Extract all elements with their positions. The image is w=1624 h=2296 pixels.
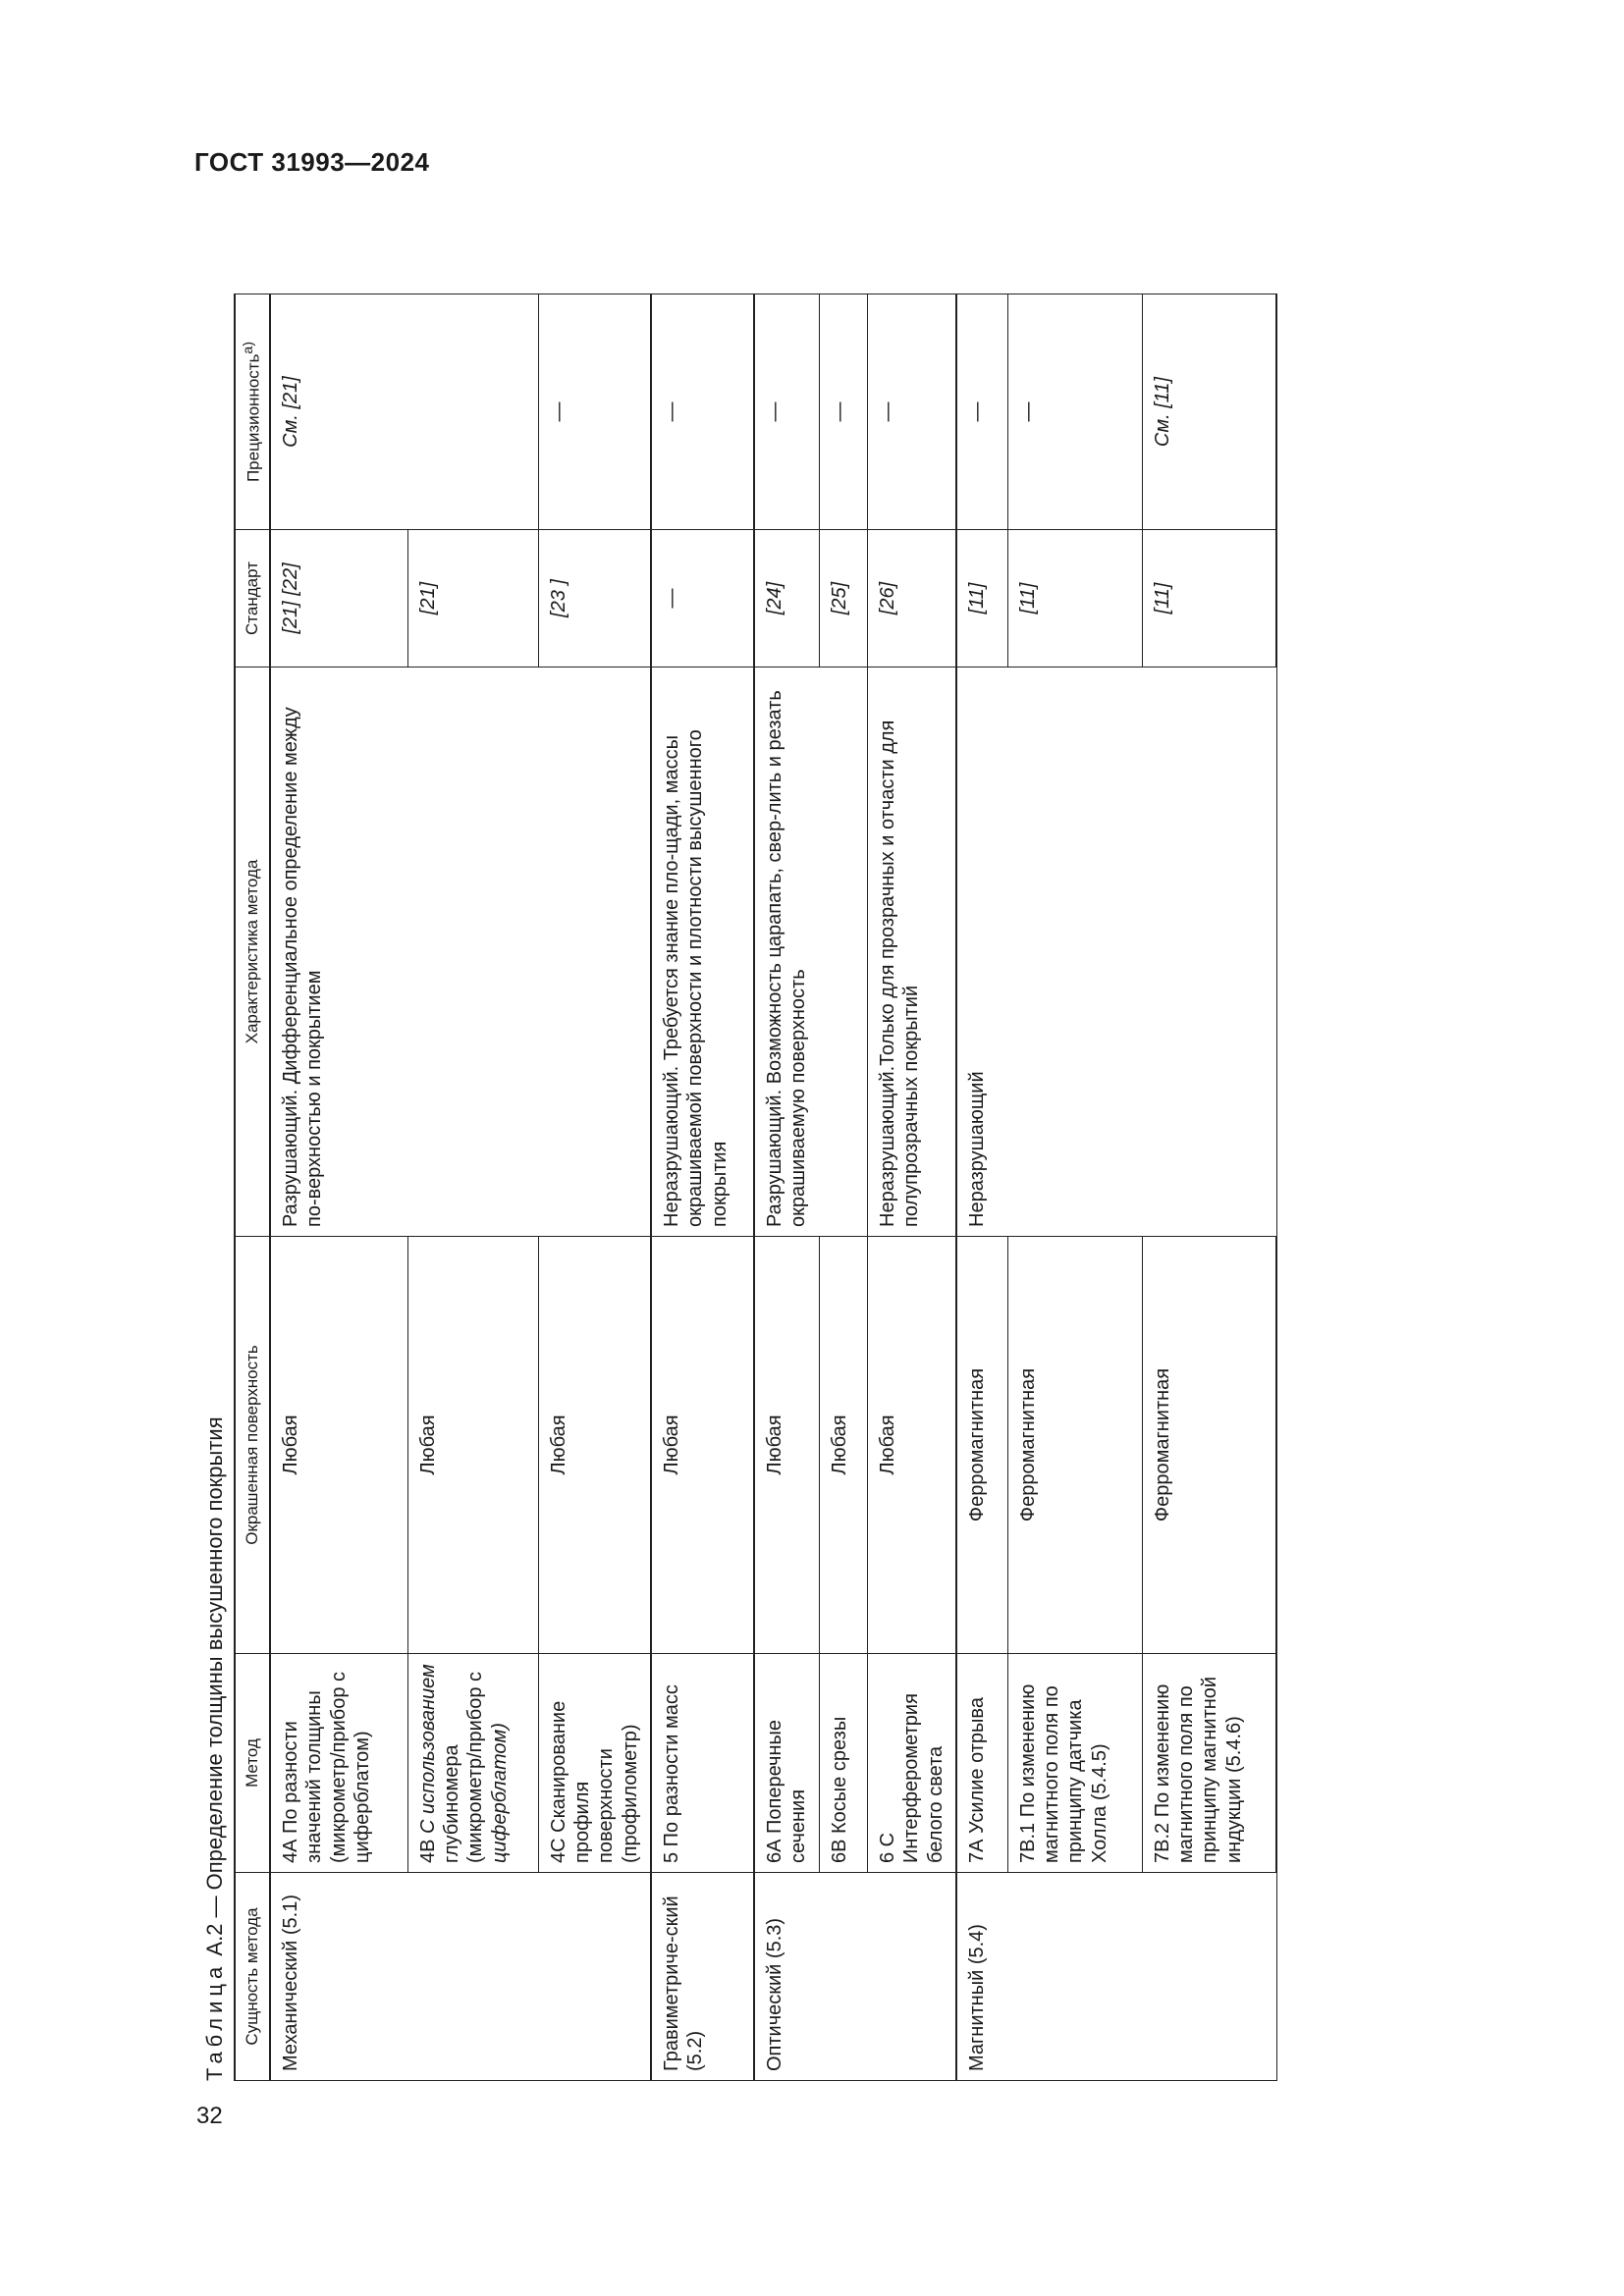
cell-surface: Любая	[538, 1237, 651, 1654]
table-row	[754, 294, 819, 2081]
cell-method: 4А По разности значений толщины (микрометр/прибор с циферблатом)	[270, 1654, 407, 1873]
cell-method: 7В.1 По изменению магнитного поля по принципу датчика Холла (5.4.5)	[1007, 1654, 1142, 1873]
column-header-standard: Стандарт	[235, 530, 270, 667]
cell-precision: —	[651, 294, 754, 530]
cell-characteristic: Неразрушающий	[956, 667, 1276, 1237]
cell-essence-magnetic: Магнитный (5.4)	[956, 1873, 1276, 2081]
precision-footnote-mark: a)	[240, 341, 256, 354]
cell-precision: См. [21]	[270, 294, 538, 530]
cell-precision: —	[1007, 294, 1142, 530]
cell-surface: Ферромагнитная	[1007, 1237, 1142, 1654]
cell-standard: [21]	[407, 530, 538, 667]
cell-method	[407, 1654, 538, 1873]
cell-surface: Любая	[754, 1237, 819, 1654]
column-header-precision	[235, 294, 270, 530]
cell-standard: [26]	[867, 530, 956, 667]
cell-surface: Ферромагнитная	[1142, 1237, 1276, 1654]
column-header-essence: Сущность метода	[235, 1873, 270, 2081]
cell-standard: —	[651, 530, 754, 667]
cell-method: 7В.2 По изменению магнитного поля по принципу магнитной индукции (5.4.6)	[1142, 1654, 1276, 1873]
cell-essence-gravimetric: Гравиметриче-ский (5.2)	[651, 1873, 754, 2081]
table-caption-text: А.2 — Определение толщины высушенного покрытия	[202, 1416, 227, 1956]
cell-standard: [21] [22]	[270, 530, 407, 667]
cell-precision: —	[819, 294, 867, 530]
cell-standard: [11]	[956, 530, 1007, 667]
method-text-italic: С использованием	[416, 1664, 439, 1834]
cell-standard: [24]	[754, 530, 819, 667]
cell-precision: —	[754, 294, 819, 530]
column-header-precision-label: Прецизионность	[244, 353, 263, 483]
cell-characteristic: Неразрушающий. Требуется знание пло-щади, массы окрашиваемой поверхности и плотности высушенного покрытия	[651, 667, 754, 1237]
cell-characteristic: Разрушающий. Дифференциальное определение между по-верхностью и покрытием	[270, 667, 651, 1237]
cell-surface: Любая	[270, 1237, 407, 1654]
cell-method: 4С Сканирование профиля поверхности (профилометр)	[538, 1654, 651, 1873]
cell-standard: [11]	[1007, 530, 1142, 667]
cell-surface: Любая	[819, 1237, 867, 1654]
method-text: глубиномера (микрометр/прибор с	[440, 1671, 487, 1863]
cell-surface: Ферромагнитная	[956, 1237, 1007, 1654]
cell-surface: Любая	[407, 1237, 538, 1654]
cell-method: 7А Усилие отрыва	[956, 1654, 1007, 1873]
cell-precision: —	[538, 294, 651, 530]
document-id: ГОСТ 31993—2024	[194, 147, 430, 177]
table-caption	[196, 1416, 234, 2081]
column-header-surface: Окрашенная поверхность	[235, 1237, 270, 1654]
cell-method: 6 С Интерферометрия белого света	[867, 1654, 956, 1873]
cell-essence-mechanical: Механический (5.1)	[270, 1873, 651, 2081]
cell-surface: Любая	[867, 1237, 956, 1654]
table-header-row	[235, 294, 270, 2081]
table-row	[867, 294, 956, 2081]
thickness-methods-table	[234, 294, 1277, 2081]
column-header-method: Метод	[235, 1654, 270, 1873]
cell-precision: —	[956, 294, 1007, 530]
column-header-characteristic: Характеристика метода	[235, 667, 270, 1237]
cell-standard: [23 ]	[538, 530, 651, 667]
table-row	[270, 294, 407, 2081]
cell-precision: См. [11]	[1142, 294, 1276, 530]
cell-standard: [25]	[819, 530, 867, 667]
cell-surface: Любая	[651, 1237, 754, 1654]
cell-characteristic: Неразрушающий.Только для прозрачных и отчасти для полупрозрачных покрытий	[867, 667, 956, 1237]
rotated-table-frame	[196, 294, 1247, 2081]
table-row	[651, 294, 754, 2081]
cell-method: 6В Косые срезы	[819, 1654, 867, 1873]
cell-characteristic: Разрушающий. Возможность царапать, свер-лить и резать окрашиваемую поверхность	[754, 667, 867, 1237]
table-row	[956, 294, 1007, 2081]
method-code: 4В	[416, 1839, 439, 1863]
cell-standard: [11]	[1142, 530, 1276, 667]
cell-essence-optical: Оптический (5.3)	[754, 1873, 956, 2081]
method-text-italic: циферблатом)	[488, 1723, 511, 1863]
cell-precision: —	[867, 294, 956, 530]
cell-method: 5 По разности масс	[651, 1654, 754, 1873]
cell-method: 6А Поперечные сечения	[754, 1654, 819, 1873]
table-caption-prefix: Таблица	[202, 1961, 227, 2081]
page-number: 32	[196, 2103, 223, 2129]
